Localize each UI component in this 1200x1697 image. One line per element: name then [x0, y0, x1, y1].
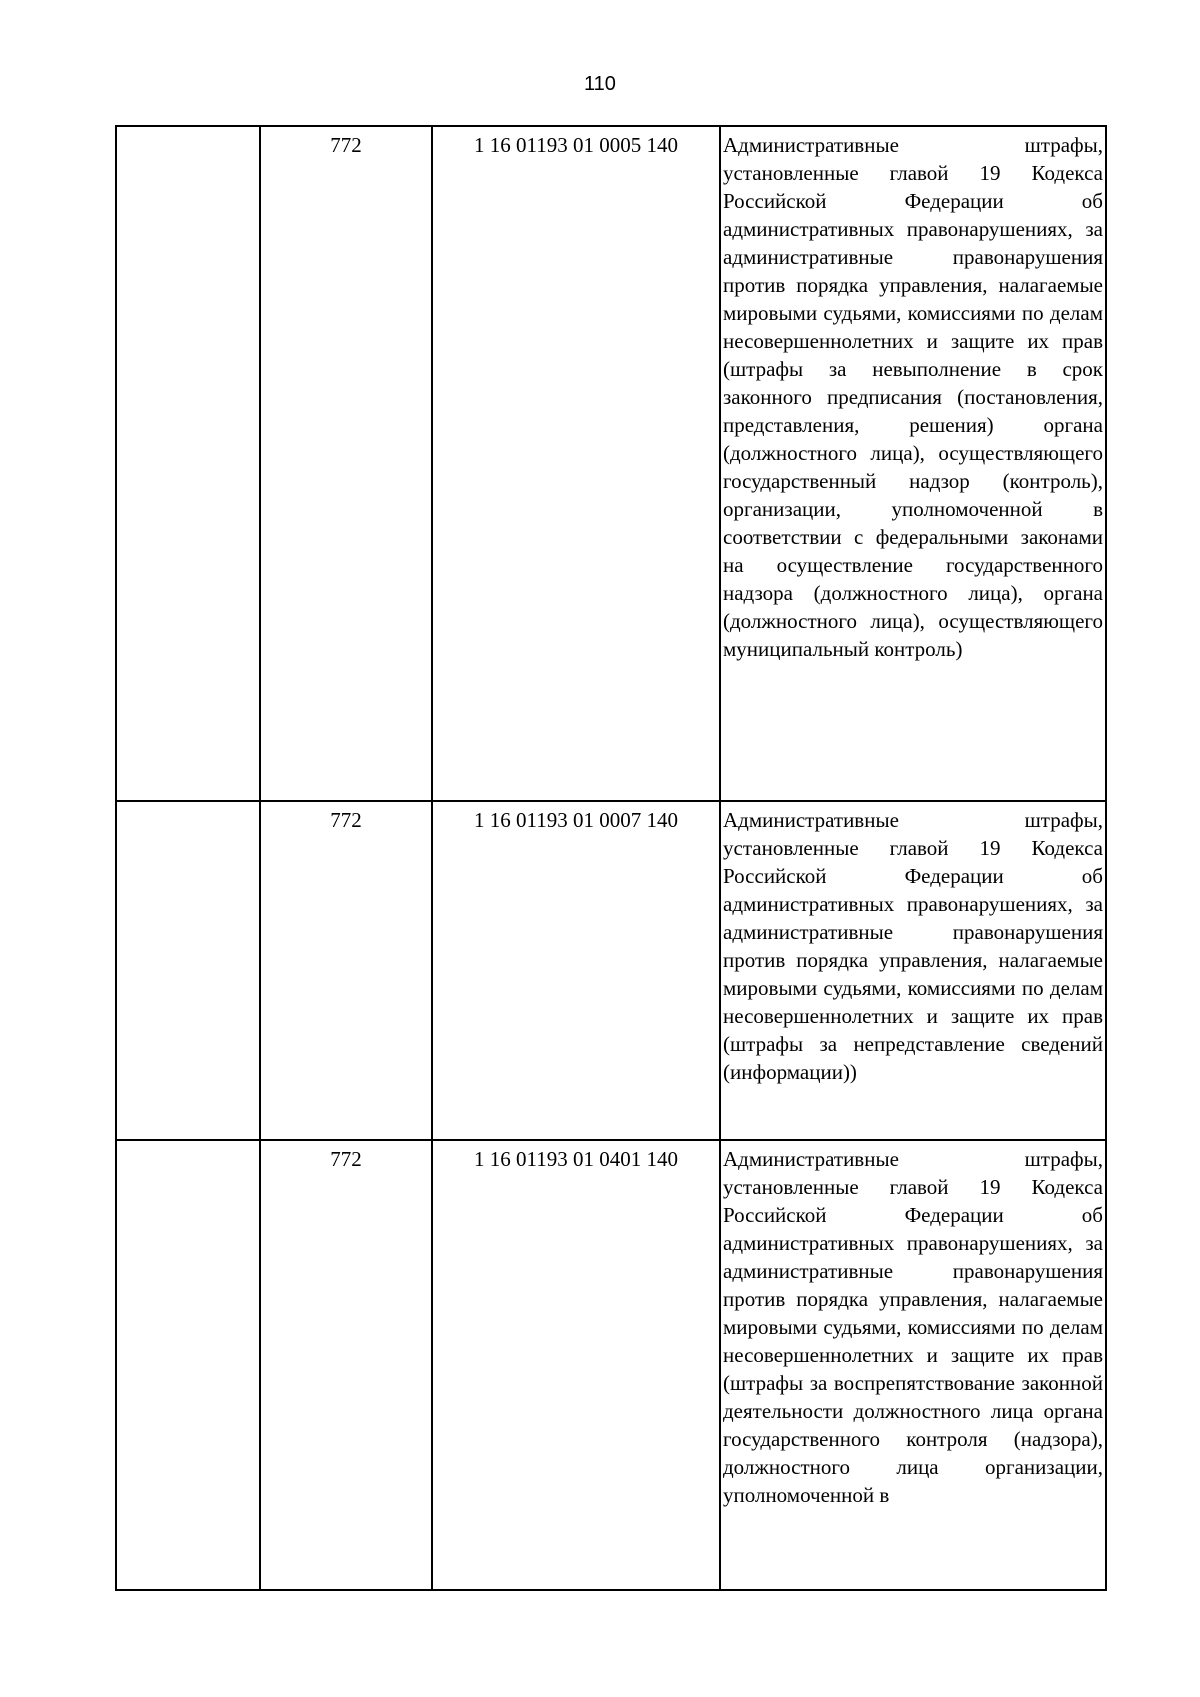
table-row [116, 126, 1106, 801]
row-empty-cell [116, 126, 260, 801]
description-cell: Административные штрафы, установленные главой 19 Кодекса Российской Федерации об административных правонарушениях, за административные правонарушения против порядка управления, налагаемые мировыми судьями, комиссиями по делам несовершеннолетних и защите их прав (штрафы за невыполнение в срок законного предписания (постановления, представления, решения) органа (должностного лица), осуществляющего государственный надзор (контроль), организации, уполномоченной в соответствии с федеральными законами на осуществление государственного надзора (должностного лица), органа (должностного лица), осуществляющего муниципальный контроль) [720, 126, 1106, 801]
admin-code-cell: 772 [260, 1140, 432, 1590]
admin-code-cell: 772 [260, 801, 432, 1140]
admin-code-cell: 772 [260, 126, 432, 801]
row-empty-cell [116, 801, 260, 1140]
table-row [116, 801, 1106, 1140]
row-empty-cell [116, 1140, 260, 1590]
table-row [116, 1140, 1106, 1590]
description-cell: Административные штрафы, установленные главой 19 Кодекса Российской Федерации об административных правонарушениях, за административные правонарушения против порядка управления, налагаемые мировыми судьями, комиссиями по делам несовершеннолетних и защите их прав (штрафы за непредставление сведений (информации)) [720, 801, 1106, 1140]
kbk-code-cell: 1 16 01193 01 0005 140 [432, 126, 720, 801]
kbk-code-cell: 1 16 01193 01 0007 140 [432, 801, 720, 1140]
page-number: 110 [584, 73, 616, 95]
kbk-code-cell: 1 16 01193 01 0401 140 [432, 1140, 720, 1590]
budget-codes-table [115, 125, 1107, 1591]
description-cell: Административные штрафы, установленные главой 19 Кодекса Российской Федерации об административных правонарушениях, за административные правонарушения против порядка управления, налагаемые мировыми судьями, комиссиями по делам несовершеннолетних и защите их прав (штрафы за воспрепятствование законной деятельности должностного лица органа государственного контроля (надзора), должностного лица организации, уполномоченной в [720, 1140, 1106, 1590]
